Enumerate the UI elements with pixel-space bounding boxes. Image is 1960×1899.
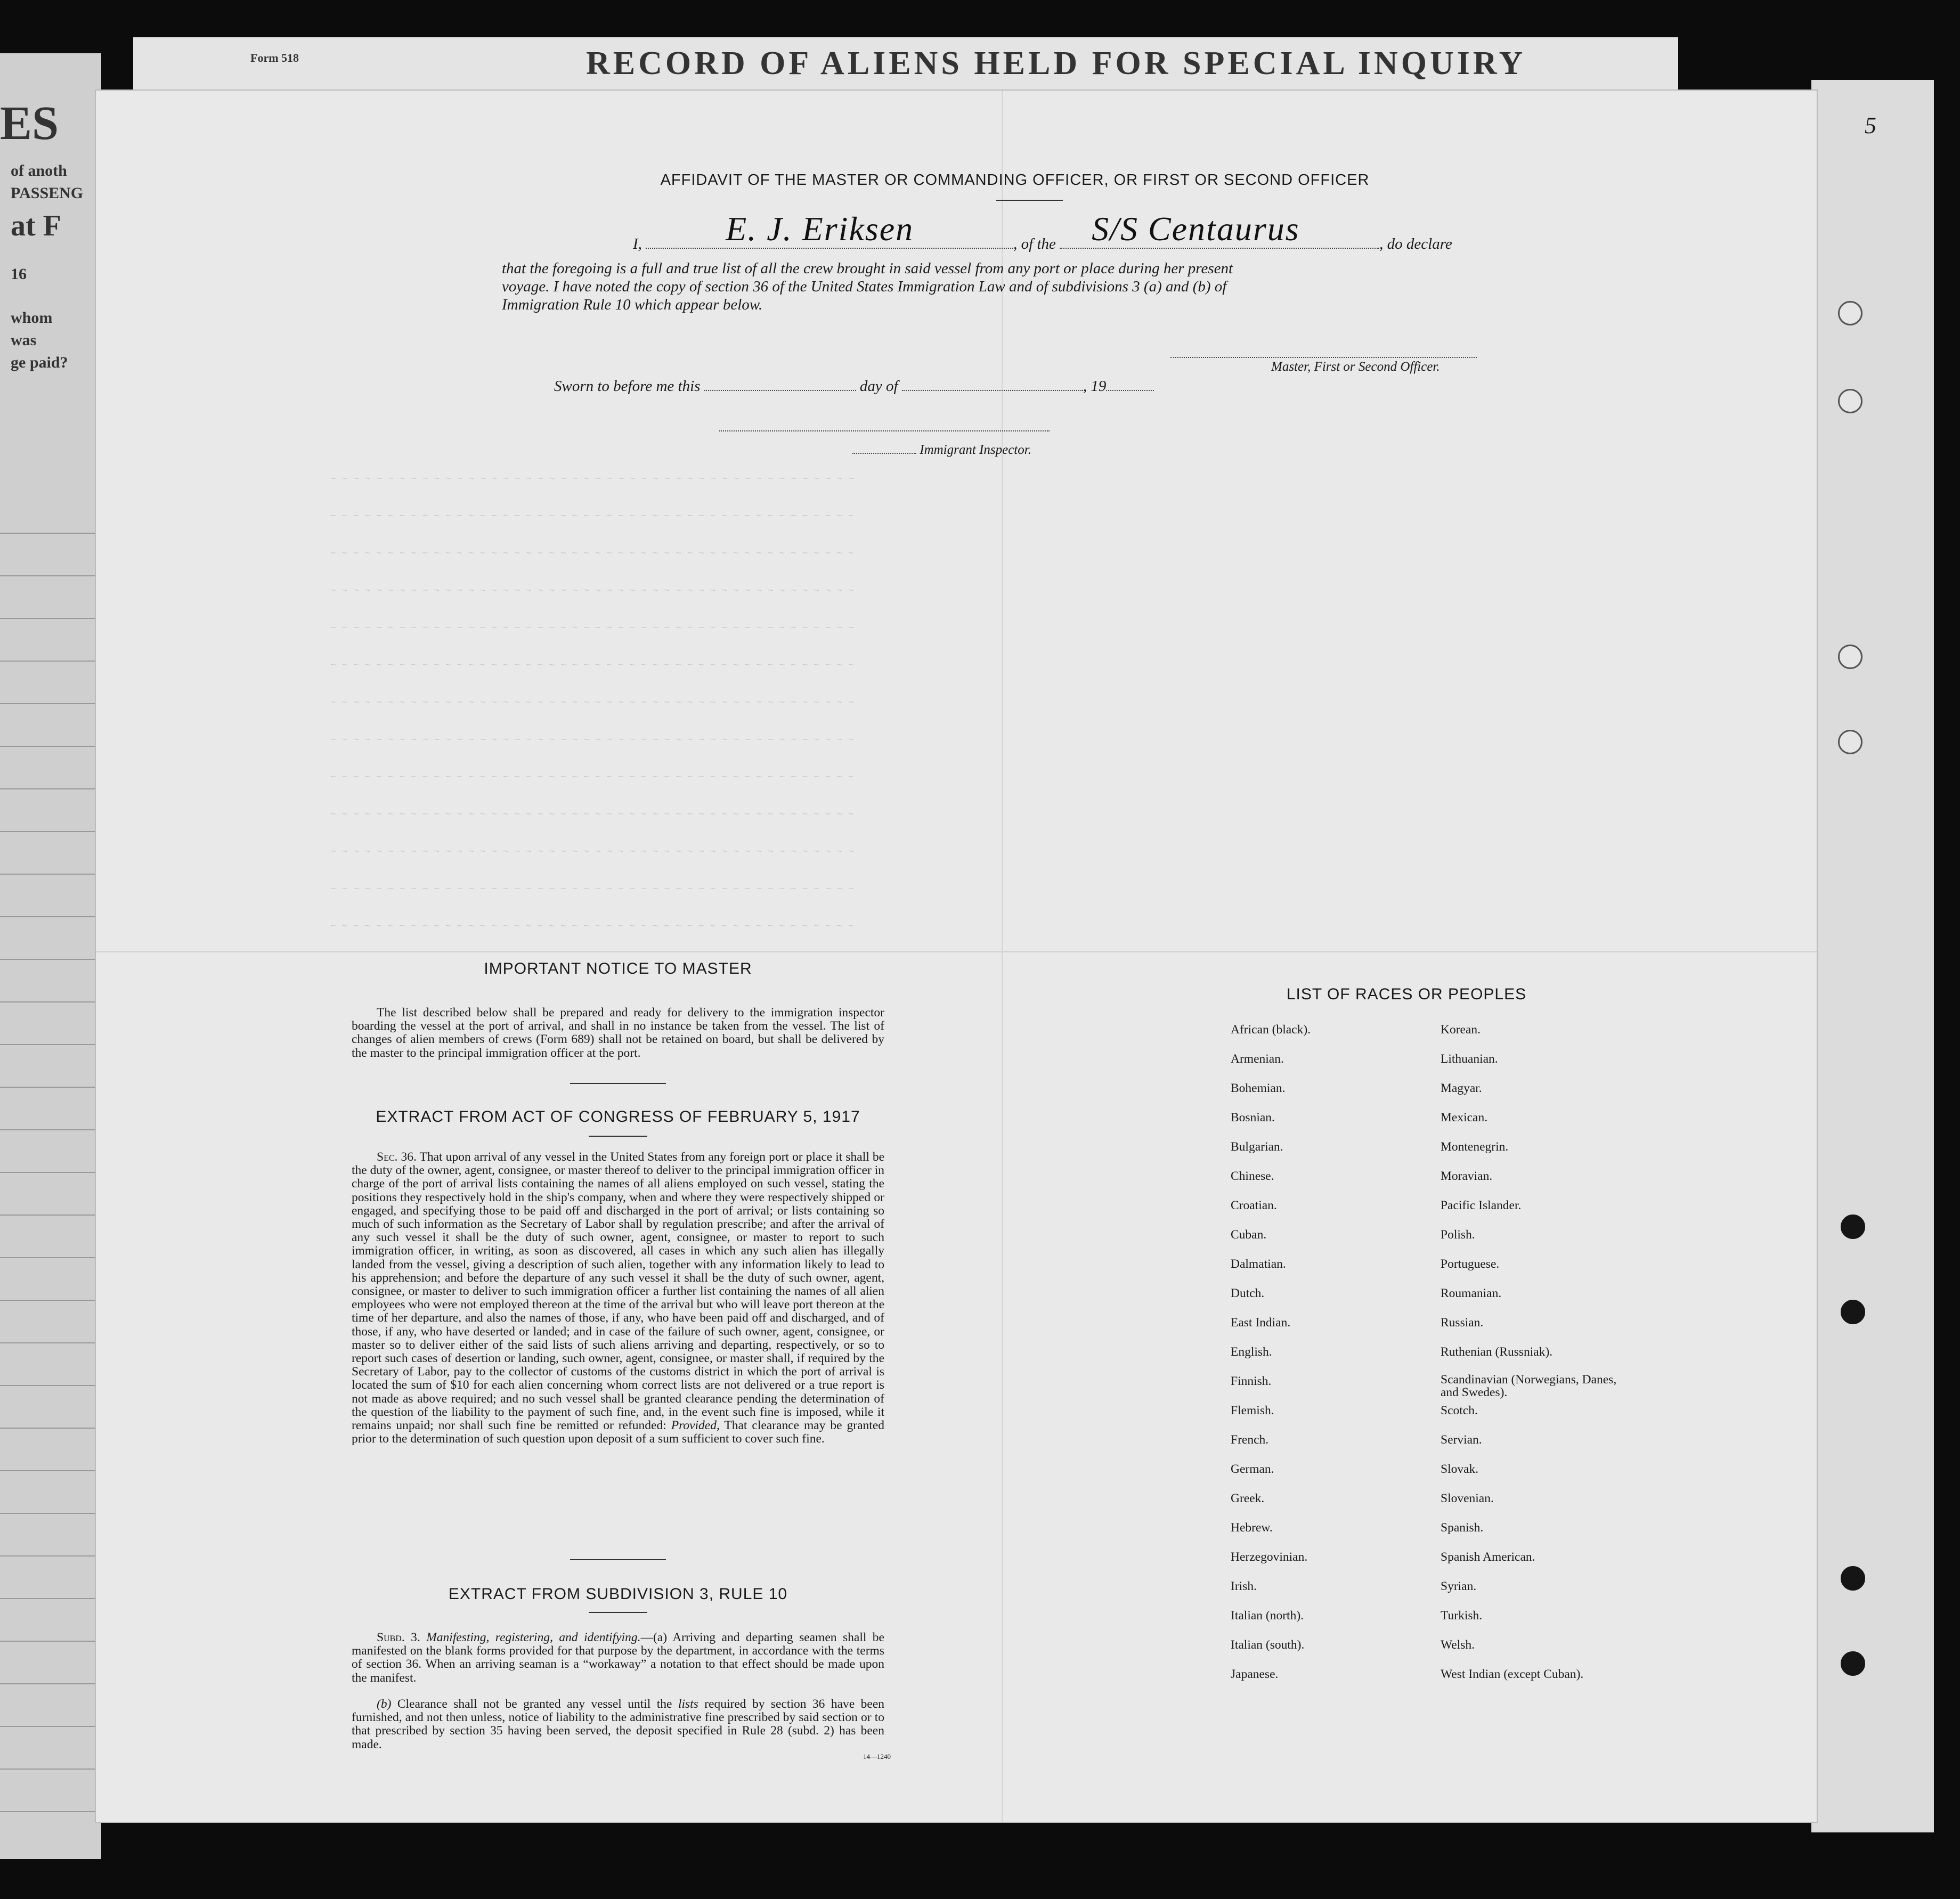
race-item: Slovak. <box>1441 1462 1479 1476</box>
master-signature: E. J. Eriksen <box>726 210 914 248</box>
rule-para-b-text-1: Clearance shall not be granted any vessel until the <box>397 1697 672 1711</box>
bleed-through-row: ~ ~ ~ ~ ~ ~ ~ ~ ~ ~ ~ ~ ~ ~ ~ ~ ~ ~ ~ ~ ~ ~ ~ ~ ~ ~ ~ ~ ~ ~ ~ ~ ~ ~ ~ ~ ~ ~ ~ ~ ~ ~ ~ ~ ~ ~ <box>330 661 854 671</box>
rule-para-a-text: Arriving and departing seamen shall be manifested on the blank forms provided for that purpose by the department, in accordance with the terms of section 36. When an arriving seaman is a “workaway” a notation to that effect should be made upon the manifest. <box>352 1631 884 1685</box>
act-section-label: Sec. 36. <box>377 1150 417 1164</box>
race-item: Roumanian. <box>1441 1286 1502 1300</box>
sworn-year: , 19 <box>1083 378 1107 395</box>
behind-record-title: RECORD OF ALIENS HELD FOR SPECIAL INQUIRY <box>586 45 1526 81</box>
behind-left-side-text <box>11 160 85 374</box>
ledger-rule <box>0 1300 101 1301</box>
rule-para-b-text-2: required by section 36 have been furnished, and not then unless, notice of liability to the administrative fine prescribed by said section or to that prescribed by section 35 having been served, the deposit specified in Rule 28 (subd. 2) has been made. <box>352 1697 885 1751</box>
behind-side-line: PASSENG <box>11 184 84 202</box>
race-item: Flemish. <box>1231 1404 1274 1417</box>
race-item: Korean. <box>1441 1023 1481 1037</box>
page-fold-horizontal <box>96 951 1817 952</box>
rule-para-a-label: —(a) <box>640 1631 668 1644</box>
race-item: Turkish. <box>1441 1609 1483 1623</box>
ledger-rule <box>0 1428 101 1429</box>
bleed-through-row: ~ ~ ~ ~ ~ ~ ~ ~ ~ ~ ~ ~ ~ ~ ~ ~ ~ ~ ~ ~ ~ ~ ~ ~ ~ ~ ~ ~ ~ ~ ~ ~ ~ ~ ~ ~ ~ ~ ~ ~ ~ ~ ~ ~ ~ ~ <box>330 735 854 746</box>
behind-form-number: Form 518 <box>250 51 299 64</box>
master-signature-line <box>1170 357 1477 358</box>
ledger-rule <box>0 1513 101 1514</box>
race-item: Pacific Islander. <box>1441 1199 1522 1212</box>
ledger-rule <box>0 575 101 576</box>
background-sheet-right <box>1811 80 1934 1832</box>
race-item: Spanish American. <box>1441 1550 1535 1564</box>
sworn-day-field <box>704 377 856 391</box>
race-item: Lithuanian. <box>1441 1052 1498 1066</box>
behind-side-line: whom <box>11 309 53 327</box>
behind-left-stub: ES <box>0 97 59 150</box>
ledger-rule <box>0 1215 101 1216</box>
behind-side-line: ge paid? <box>11 354 68 371</box>
punch-hole <box>1838 301 1863 325</box>
race-item: German. <box>1231 1462 1274 1476</box>
rule-title: EXTRACT FROM SUBDIVISION 3, RULE 10 <box>448 1585 788 1603</box>
races-column-2 <box>1441 1023 1664 1768</box>
ledger-rule <box>0 533 101 534</box>
bleed-through-row: ~ ~ ~ ~ ~ ~ ~ ~ ~ ~ ~ ~ ~ ~ ~ ~ ~ ~ ~ ~ ~ ~ ~ ~ ~ ~ ~ ~ ~ ~ ~ ~ ~ ~ ~ ~ ~ ~ ~ ~ ~ ~ ~ ~ ~ ~ <box>330 772 854 783</box>
race-item: Montenegrin. <box>1441 1140 1509 1154</box>
rule-subd-heading: Manifesting, registering, and identifying. <box>426 1631 641 1644</box>
punch-hole <box>1841 1566 1865 1591</box>
page-fold-vertical <box>1002 91 1003 1822</box>
race-item: Italian (north). <box>1231 1609 1304 1623</box>
act-provided-label: Provided, <box>671 1419 720 1433</box>
rule-para-a <box>352 1631 884 1685</box>
ledger-rule <box>0 618 101 619</box>
race-item: Cuban. <box>1231 1228 1267 1242</box>
race-item: Russian. <box>1441 1316 1484 1330</box>
bleed-through-row: ~ ~ ~ ~ ~ ~ ~ ~ ~ ~ ~ ~ ~ ~ ~ ~ ~ ~ ~ ~ ~ ~ ~ ~ ~ ~ ~ ~ ~ ~ ~ ~ ~ ~ ~ ~ ~ ~ ~ ~ ~ ~ ~ ~ ~ ~ <box>330 586 854 597</box>
ledger-rule <box>0 788 101 789</box>
race-item: Dutch. <box>1231 1286 1265 1300</box>
race-item: Hebrew. <box>1231 1521 1273 1535</box>
race-item: Polish. <box>1441 1228 1475 1242</box>
ledger-rule <box>0 1044 101 1045</box>
rule-para-b-label: (b) <box>377 1697 392 1711</box>
bleed-through-row: ~ ~ ~ ~ ~ ~ ~ ~ ~ ~ ~ ~ ~ ~ ~ ~ ~ ~ ~ ~ ~ ~ ~ ~ ~ ~ ~ ~ ~ ~ ~ ~ ~ ~ ~ ~ ~ ~ ~ ~ ~ ~ ~ ~ ~ ~ <box>330 511 854 522</box>
behind-side-line: at F <box>11 209 61 242</box>
rule-title-rule <box>589 1612 647 1613</box>
ledger-rule <box>0 874 101 875</box>
act-divider <box>570 1559 666 1560</box>
ship-name-field <box>1060 210 1379 249</box>
affidavit-title: AFFIDAVIT OF THE MASTER OR COMMANDING OFFICER, OR FIRST OR SECOND OFFICER <box>660 172 1370 189</box>
sworn-month-field <box>902 377 1083 391</box>
affidavit-i-prefix: I, <box>633 235 642 252</box>
rule-para-b-lists: lists <box>678 1697 698 1711</box>
ledger-rule <box>0 1342 101 1343</box>
race-item: Scandinavian (Norwegians, Danes, and Swedes). <box>1441 1373 1617 1399</box>
ledger-rule <box>0 1598 101 1599</box>
race-item: Bosnian. <box>1231 1111 1275 1124</box>
race-item: Slovenian. <box>1441 1492 1494 1505</box>
race-item: Irish. <box>1231 1579 1257 1593</box>
race-item: African (black). <box>1231 1023 1311 1037</box>
behind-side-line: of anoth <box>11 162 67 180</box>
race-item: Bohemian. <box>1231 1081 1286 1095</box>
inspector-caption <box>852 442 1031 458</box>
race-item: Herzegovinian. <box>1231 1550 1308 1564</box>
races-title: LIST OF RACES OR PEOPLES <box>1286 985 1527 1003</box>
bleed-through-row: ~ ~ ~ ~ ~ ~ ~ ~ ~ ~ ~ ~ ~ ~ ~ ~ ~ ~ ~ ~ ~ ~ ~ ~ ~ ~ ~ ~ ~ ~ ~ ~ ~ ~ ~ ~ ~ ~ ~ ~ ~ ~ ~ ~ ~ ~ <box>330 922 854 932</box>
ledger-rule <box>0 1768 101 1770</box>
ledger-rule <box>0 959 101 960</box>
act-body-main: That upon arrival of any vessel in the United States from any foreign port or place it shall be the duty of the owner, agent, consignee, or master thereof to deliver to the principal immigration officer in charge of the port of arrival lists containing the names of all aliens employed on such vessel, stating the positions they respectively hold in the ship's company, when and where they were respectively shipped or engaged, and specifying those to be paid off and discharged in the port of arrival; or lists containing so much of such information as the Secretary of Labor shall by regulation prescribe; and after the arrival of any such vessel it shall be the duty of such owner, agent, consignee, or master to report to such immigration officer, in writing, as soon as discovered, all cases in which any such alien has illegally landed from the vessel, giving a description of such alien, together with any information likely to lead to his apprehension; and before the departure of any such vessel it shall be the duty of such owner, agent, consignee, or master to deliver to such immigration officer a further list containing the names of all alien employees who were not employed thereon at the time of the arrival but who will leave port thereon at the time of her departure, and also the names of those, if any, who have been paid off and discharged, and of those, if any, who have deserted or landed; and in case of the failure of such owner, agent, consignee, or master so to deliver either of the said lists of such aliens arriving and departing, respectively, or so to report such cases of desertion or landing, such owner, agent, consignee, or master shall, if required by the Secretary of Labor, pay to the collector of customs of the customs district in which the port of arrival is located the sum of $10 for each alien concerning whom correct lists are not delivered or a true report is not made as above required; and no such vessel shall be granted clearance pending the determination of the question of the liability to the payment of such fine, and, in the event such fine is imposed, while it remains unpaid; nor shall such fine be remitted or refunded: <box>352 1150 885 1433</box>
ledger-rule <box>0 831 101 832</box>
bleed-through-row: ~ ~ ~ ~ ~ ~ ~ ~ ~ ~ ~ ~ ~ ~ ~ ~ ~ ~ ~ ~ ~ ~ ~ ~ ~ ~ ~ ~ ~ ~ ~ ~ ~ ~ ~ ~ ~ ~ ~ ~ ~ ~ ~ ~ ~ ~ <box>330 810 854 820</box>
ledger-rule <box>0 1811 101 1812</box>
ledger-rule <box>0 1129 101 1130</box>
rule-subd-label: Subd. 3. <box>377 1631 420 1644</box>
punch-hole <box>1838 389 1863 413</box>
act-body-provided: That clearance may be granted prior to the determination of such question upon deposit of a sum sufficient to cover such fine. <box>352 1419 885 1446</box>
ledger-rule <box>0 1001 101 1003</box>
bleed-through-row: ~ ~ ~ ~ ~ ~ ~ ~ ~ ~ ~ ~ ~ ~ ~ ~ ~ ~ ~ ~ ~ ~ ~ ~ ~ ~ ~ ~ ~ ~ ~ ~ ~ ~ ~ ~ ~ ~ ~ ~ ~ ~ ~ ~ ~ ~ <box>330 884 854 895</box>
behind-side-line: was <box>11 331 37 349</box>
behind-side-line: 16 <box>11 265 27 283</box>
race-item: Moravian. <box>1441 1169 1493 1183</box>
race-item: Armenian. <box>1231 1052 1284 1066</box>
punch-hole <box>1838 645 1863 669</box>
ledger-rule <box>0 1087 101 1088</box>
inspector-signature-line <box>719 430 1050 431</box>
punch-hole <box>1841 1215 1865 1239</box>
races-column-1 <box>1231 1023 1479 1768</box>
ledger-rule <box>0 1172 101 1173</box>
race-item: East Indian. <box>1231 1316 1291 1330</box>
ledger-rule <box>0 1385 101 1386</box>
ledger-rule <box>0 1683 101 1684</box>
race-item: English. <box>1231 1345 1272 1359</box>
ledger-rule <box>0 1257 101 1258</box>
race-item: Welsh. <box>1441 1638 1475 1652</box>
punch-hole <box>1838 730 1863 754</box>
act-title: EXTRACT FROM ACT OF CONGRESS OF FEBRUARY 5, 1917 <box>376 1108 860 1126</box>
act-section-36-body <box>352 1151 884 1446</box>
race-item: French. <box>1231 1433 1269 1447</box>
affidavit-line-1 <box>633 210 1452 253</box>
race-item: Italian (south). <box>1231 1638 1305 1652</box>
ledger-rule <box>0 746 101 747</box>
punch-hole <box>1841 1300 1865 1324</box>
punch-hole <box>1841 1651 1865 1676</box>
bleed-through-row: ~ ~ ~ ~ ~ ~ ~ ~ ~ ~ ~ ~ ~ ~ ~ ~ ~ ~ ~ ~ ~ ~ ~ ~ ~ ~ ~ ~ ~ ~ ~ ~ ~ ~ ~ ~ ~ ~ ~ ~ ~ ~ ~ ~ ~ ~ <box>330 549 854 559</box>
page-corner-number: 5 <box>1865 112 1876 138</box>
ledger-rule <box>0 916 101 917</box>
sworn-prefix: Sworn to before me this <box>554 378 701 395</box>
sworn-year-field <box>1106 377 1154 391</box>
race-item: Dalmatian. <box>1231 1257 1286 1271</box>
bleed-through-row: ~ ~ ~ ~ ~ ~ ~ ~ ~ ~ ~ ~ ~ ~ ~ ~ ~ ~ ~ ~ ~ ~ ~ ~ ~ ~ ~ ~ ~ ~ ~ ~ ~ ~ ~ ~ ~ ~ ~ ~ ~ ~ ~ ~ ~ ~ <box>330 474 854 485</box>
race-item: Japanese. <box>1231 1667 1279 1681</box>
race-item: Chinese. <box>1231 1169 1274 1183</box>
race-item: Scotch. <box>1441 1404 1478 1417</box>
rule-para-b <box>352 1698 884 1751</box>
race-item: Magyar. <box>1441 1081 1482 1095</box>
affidavit-line-2: that the foregoing is a full and true list of all the crew brought in said vessel from any port or place during her present <box>502 260 1233 277</box>
master-name-field <box>646 210 1013 249</box>
ledger-rule <box>0 1555 101 1556</box>
inspector-caption-text: Immigrant Inspector. <box>920 443 1031 457</box>
race-item: Syrian. <box>1441 1579 1477 1593</box>
affidavit-title-rule <box>996 200 1063 201</box>
race-item: Portuguese. <box>1441 1257 1500 1271</box>
affidavit-of-the: , of the <box>1013 235 1056 252</box>
ledger-rule <box>0 1470 101 1471</box>
race-item: Bulgarian. <box>1231 1140 1283 1154</box>
act-title-rule <box>589 1136 647 1137</box>
notice-divider <box>570 1083 666 1084</box>
ledger-rule <box>0 1726 101 1727</box>
sworn-line <box>554 377 1154 395</box>
ledger-rule <box>0 661 101 662</box>
race-item: Spanish. <box>1441 1521 1484 1535</box>
printer-mark: 14—1240 <box>863 1753 891 1761</box>
race-item: Mexican. <box>1441 1111 1488 1124</box>
affidavit-line-3: voyage. I have noted the copy of section 36 of the United States Immigration Law and of subdivisions 3 (a) and (b) of <box>502 278 1227 295</box>
race-item: Croatian. <box>1231 1199 1277 1212</box>
race-item: Ruthenian (Russniak). <box>1441 1345 1553 1359</box>
ship-name-handwritten: S/S Centaurus <box>1092 210 1300 248</box>
bleed-through-row: ~ ~ ~ ~ ~ ~ ~ ~ ~ ~ ~ ~ ~ ~ ~ ~ ~ ~ ~ ~ ~ ~ ~ ~ ~ ~ ~ ~ ~ ~ ~ ~ ~ ~ ~ ~ ~ ~ ~ ~ ~ ~ ~ ~ ~ ~ <box>330 623 854 634</box>
ledger-rule <box>0 1641 101 1642</box>
master-caption: Master, First or Second Officer. <box>1271 360 1440 374</box>
race-item: Greek. <box>1231 1492 1265 1505</box>
affidavit-do-declare: , do declare <box>1379 235 1452 252</box>
race-item: Finnish. <box>1231 1374 1272 1388</box>
affidavit-page <box>96 91 1876 1822</box>
notice-body: The list described below shall be prepared and ready for delivery to the immigration inspector boarding the vessel at the port of arrival, and shall in no instance be taken from the vessel. The list of changes of alien members of crews (Form 689) shall not be retained on board, but shall be delivered by the master to the principal immigration officer at the port. <box>352 1006 884 1060</box>
ledger-rule <box>0 703 101 704</box>
notice-title: IMPORTANT NOTICE TO MASTER <box>484 960 752 977</box>
race-item: West Indian (except Cuban). <box>1441 1667 1584 1681</box>
affidavit-line-4: Immigration Rule 10 which appear below. <box>502 296 763 313</box>
sworn-day-of: day of <box>859 378 898 395</box>
bleed-through-row: ~ ~ ~ ~ ~ ~ ~ ~ ~ ~ ~ ~ ~ ~ ~ ~ ~ ~ ~ ~ ~ ~ ~ ~ ~ ~ ~ ~ ~ ~ ~ ~ ~ ~ ~ ~ ~ ~ ~ ~ ~ ~ ~ ~ ~ ~ <box>330 847 854 858</box>
race-item: Servian. <box>1441 1433 1482 1447</box>
bleed-through-row: ~ ~ ~ ~ ~ ~ ~ ~ ~ ~ ~ ~ ~ ~ ~ ~ ~ ~ ~ ~ ~ ~ ~ ~ ~ ~ ~ ~ ~ ~ ~ ~ ~ ~ ~ ~ ~ ~ ~ ~ ~ ~ ~ ~ ~ ~ <box>330 698 854 708</box>
